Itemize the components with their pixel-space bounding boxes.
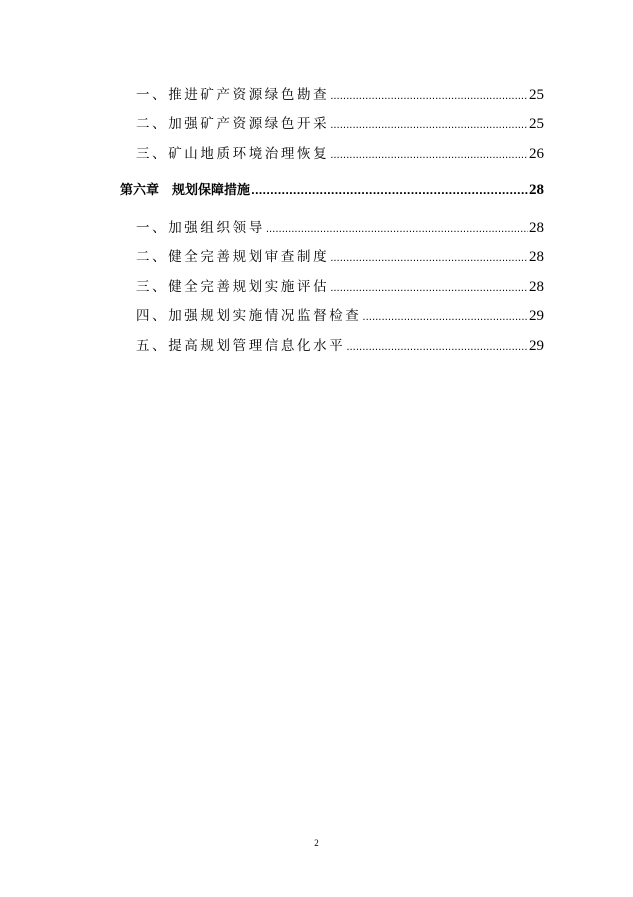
toc-entry-title: 三、健全完善规划实施评估	[136, 279, 330, 295]
toc-entry-title: 三、矿山地质环境治理恢复	[136, 146, 330, 162]
dot-leader	[330, 147, 528, 165]
dot-leader	[346, 339, 528, 357]
toc-entry-page: 29	[529, 338, 544, 354]
toc-chapter-title: 第六章 规划保障措施	[120, 183, 251, 198]
toc-entry[interactable]	[136, 145, 544, 165]
toc-entry-title: 二、加强矿产资源绿色开采	[136, 116, 330, 132]
page-number: 2	[314, 838, 319, 848]
toc-entry-page: 25	[529, 116, 544, 132]
toc-chapter-page: 28	[529, 182, 544, 198]
dot-leader	[330, 117, 528, 135]
toc-entry-title: 一、推进矿产资源绿色勘查	[136, 87, 330, 103]
toc-entry[interactable]	[136, 337, 544, 357]
toc-entry-page: 28	[529, 249, 544, 265]
toc-entry[interactable]	[136, 307, 544, 327]
toc-entry-page: 25	[529, 87, 544, 103]
toc-entry-title: 一、加强组织领导	[136, 220, 265, 236]
toc-entry[interactable]	[136, 248, 544, 268]
dot-leader	[330, 88, 528, 106]
toc-entry[interactable]	[136, 219, 544, 239]
toc-entry-page: 28	[529, 279, 544, 295]
toc-entry-title: 四、加强规划实施情况监督检查	[136, 308, 362, 324]
toc-entry-page: 26	[529, 146, 544, 162]
toc-entry[interactable]	[136, 115, 544, 135]
toc-entry-title: 五、提高规划管理信息化水平	[136, 338, 346, 354]
toc-entry-title: 二、健全完善规划审查制度	[136, 249, 330, 265]
toc-entry[interactable]	[136, 278, 544, 298]
dot-leader	[330, 280, 528, 298]
dot-leader	[266, 221, 528, 239]
toc-entry-page: 28	[529, 220, 544, 236]
toc-chapter-entry[interactable]	[120, 181, 544, 201]
toc-entry-page: 29	[529, 308, 544, 324]
dot-leader	[330, 250, 528, 268]
dot-leader	[362, 309, 528, 327]
dot-leader	[251, 183, 528, 201]
toc-entry[interactable]	[136, 86, 544, 106]
